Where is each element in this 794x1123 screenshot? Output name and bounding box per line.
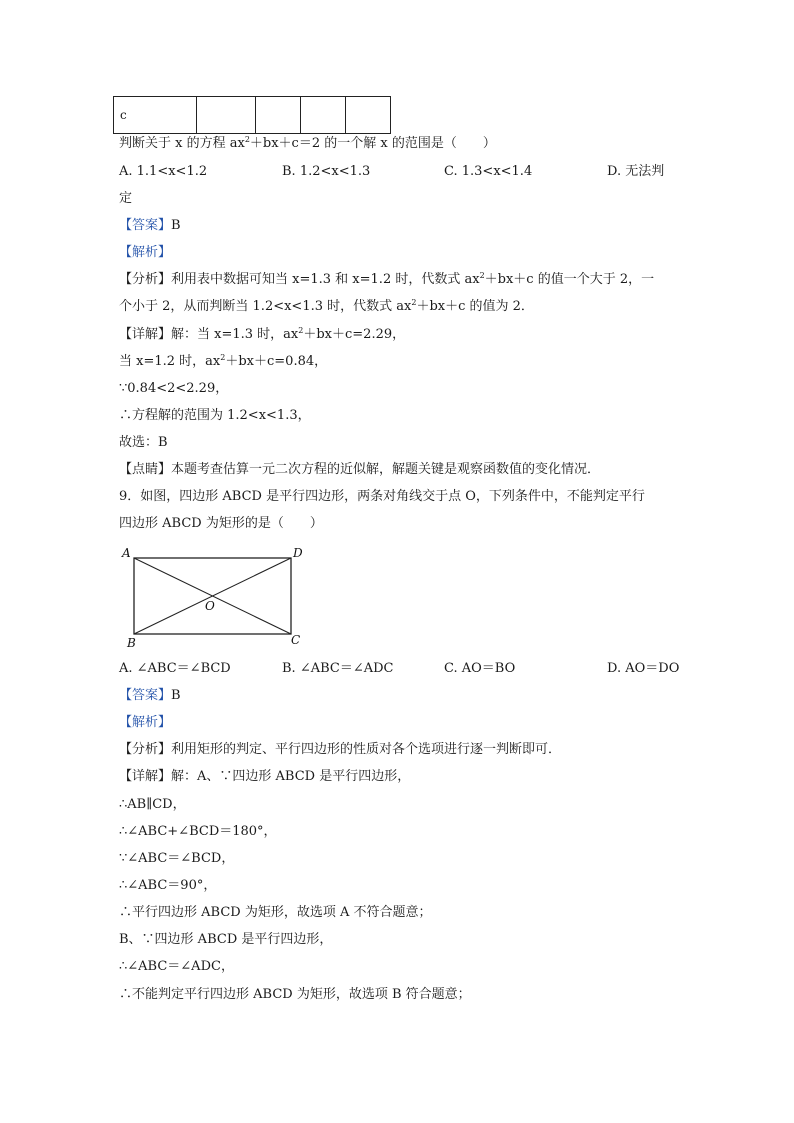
- q9-option-c: C. AO＝BO: [444, 661, 516, 676]
- table-cell: [256, 97, 301, 134]
- table-cell: [197, 97, 256, 134]
- q9-line: B、∵四边形 ABCD 是平行四边形，: [119, 932, 333, 947]
- q9-question-line1: 9．如图，四边形 ABCD 是平行四边形，两条对角线交于点 O，下列条件中，不能判定平行: [119, 489, 645, 504]
- q9-line: ∴平行四边形 ABCD 为矩形，故选项 A 不符合题意；: [119, 905, 432, 920]
- q8-xiangjie-line3: ∵0.84<2<2.29，: [119, 381, 229, 396]
- q8-xiangjie-line5: 故选：B: [119, 435, 168, 450]
- q8-question: 判断关于 x 的方程 $ax^2+bx+c=2$ 的一个解 x 的范围是（ ）: [119, 135, 496, 151]
- answer-tag: 【答案】: [119, 688, 172, 703]
- q8-option-b: B. 1.2<x<1.3: [282, 164, 371, 179]
- q8-xiangjie-line1: 【详解】解：当 x=1.3 时，$ax^2+bx+c=2.29$，: [119, 326, 406, 342]
- q8-fenxi-line2: 个小于 2，从而判断当 1.2<x<1.3 时，代数式 $ax^2+bx+c$ 的值为 2．: [119, 298, 534, 314]
- table-row-label: c: [114, 97, 197, 134]
- q8-fenxi-line1: 【分析】利用表中数据可知当 x=1.3 和 x=1.2 时，代数式 $ax^2+bx+c$ 的值一个大于 2，一: [119, 271, 655, 287]
- label-c: C: [291, 633, 301, 647]
- q8-option-d-wrap: 定: [119, 191, 133, 206]
- q8-option-a: A. 1.1<x<1.2: [119, 164, 208, 179]
- q9-line: ∴不能判定平行四边形 ABCD 为矩形，故选项 B 符合题意；: [119, 987, 471, 1002]
- q9-line: ∴∠ABC＝90°，: [119, 878, 217, 893]
- q9-answer: 【答案】B: [119, 688, 181, 703]
- q9-line: ∴∠ABC＝∠ADC，: [119, 959, 234, 974]
- q9-line: ∴∠ABC+∠BCD＝180°，: [119, 824, 277, 839]
- label-d: D: [293, 546, 303, 560]
- q9-line: ∵∠ABC＝∠BCD，: [119, 851, 235, 866]
- q8-dianjing: 【点睛】本题考查估算一元二次方程的近似解，解题关键是观察函数值的变化情况．: [119, 462, 601, 477]
- label-a: A: [122, 546, 131, 560]
- q9-option-a: A. ∠ABC＝∠BCD: [119, 661, 231, 676]
- parallelogram-figure: [119, 543, 309, 651]
- table-cell: [301, 97, 346, 134]
- q9-line: ∴AB∥CD，: [119, 797, 186, 812]
- answer-tag: 【答案】: [119, 218, 172, 233]
- q9-analysis-tag: 【解析】: [119, 715, 172, 730]
- label-o: O: [205, 599, 215, 613]
- q8-xiangjie-line2: 当 x=1.2 时，$ax^2+bx+c=0.84$，: [119, 353, 328, 369]
- q8-xiangjie-line4: ∴方程解的范围为 1.2<x<1.3，: [119, 408, 311, 423]
- label-b: B: [127, 636, 136, 650]
- q8-analysis-tag: 【解析】: [119, 245, 172, 260]
- q8-answer: 【答案】B: [119, 218, 181, 233]
- q8-option-d: D. 无法判: [607, 164, 665, 179]
- table-row: [114, 97, 391, 134]
- q9-fenxi: 【分析】利用矩形的判定、平行四边形的性质对各个选项进行逐一判断即可．: [119, 742, 562, 757]
- table-cell: [346, 97, 391, 134]
- q9-xiangjie-line1: 【详解】解：A、∵四边形 ABCD 是平行四边形，: [119, 769, 411, 784]
- q9-question-line2: 四边形 ABCD 为矩形的是（ ）: [119, 516, 323, 531]
- q9-option-b: B. ∠ABC＝∠ADC: [282, 661, 394, 676]
- data-table: [113, 96, 391, 134]
- q9-option-d: D. AO＝DO: [607, 661, 680, 676]
- q8-option-c: C. 1.3<x<1.4: [444, 164, 533, 179]
